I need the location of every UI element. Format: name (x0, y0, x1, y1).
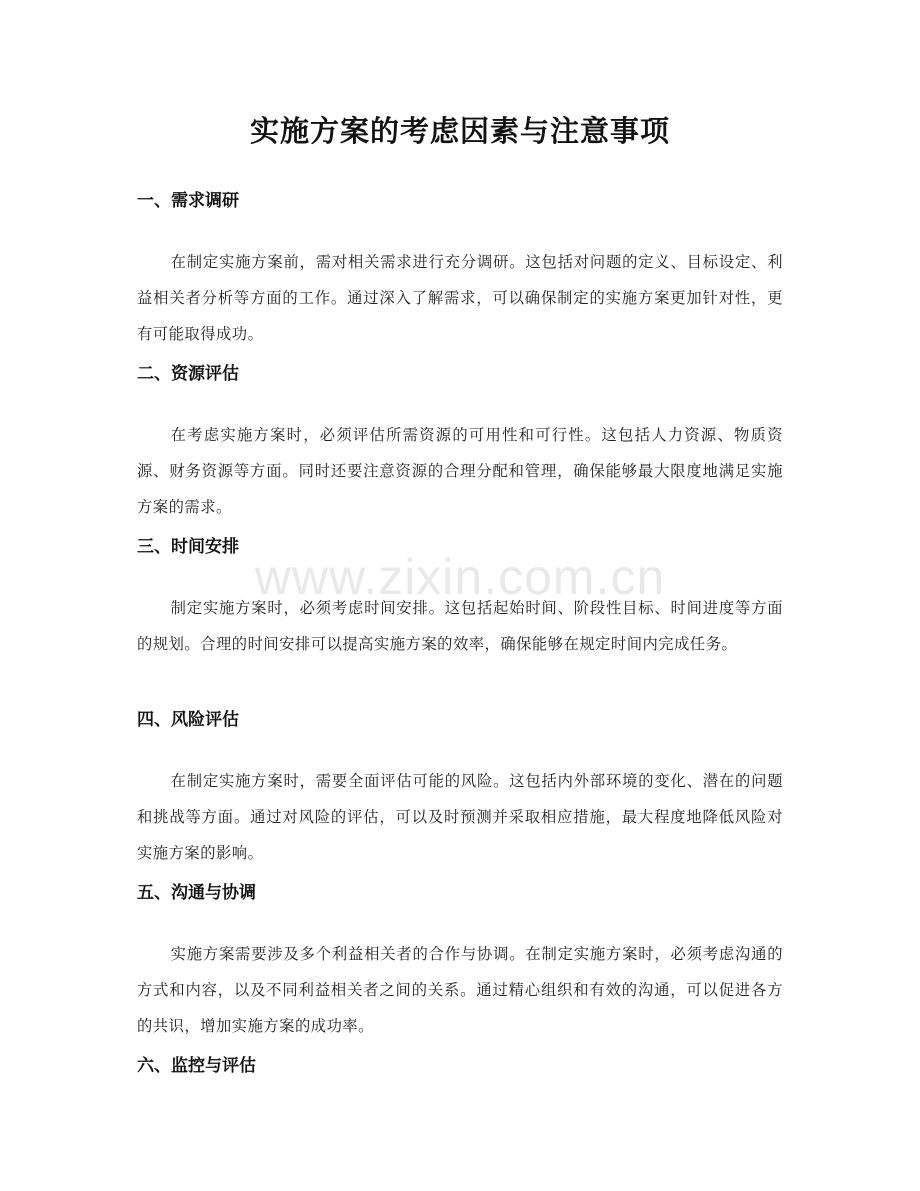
section-heading: 六、监控与评估 (137, 1056, 256, 1076)
watermark: www.zixin.com.cn (254, 549, 666, 605)
section-heading: 三、时间安排 (137, 537, 239, 557)
section-monitoring (137, 1052, 783, 1080)
section-resource-assessment (137, 360, 783, 525)
section-needs-research (137, 187, 783, 352)
section-risk-assessment (137, 706, 783, 871)
section-time-schedule (137, 533, 783, 662)
section-paragraph: 制定实施方案时，必须考虑时间安排。这包括起始时间、阶段性目标、时间进度等方面的规划。合理的时间安排可以提高实施方案的效率，确保能够在规定时间内完成任务。 (137, 599, 783, 653)
section-heading: 五、沟通与协调 (137, 883, 256, 903)
section-heading: 四、风险评估 (137, 710, 239, 730)
section-heading: 一、需求调研 (137, 191, 239, 211)
section-heading: 二、资源评估 (137, 364, 239, 384)
section-paragraph: 在制定实施方案时，需要全面评估可能的风险。这包括内外部环境的变化、潜在的问题和挑战等方面。通过对风险的评估，可以及时预测并采取相应措施，最大程度地降低风险对实施方案的影响。 (137, 772, 783, 862)
section-paragraph: 实施方案需要涉及多个利益相关者的合作与协调。在制定实施方案时，必须考虑沟通的方式和内容，以及不同利益相关者之间的关系。通过精心组织和有效的沟通，可以促进各方的共识，增加实施方案的成功率。 (137, 945, 783, 1035)
section-paragraph: 在制定实施方案前，需对相关需求进行充分调研。这包括对问题的定义、目标设定、利益相关者分析等方面的工作。通过深入了解需求，可以确保制定的实施方案更加针对性，更有可能取得成功。 (137, 253, 783, 343)
document-title: 实施方案的考虑因素与注意事项 (249, 114, 670, 148)
section-communication (137, 879, 783, 1044)
section-paragraph: 在考虑实施方案时，必须评估所需资源的可用性和可行性。这包括人力资源、物质资源、财务资源等方面。同时还要注意资源的合理分配和管理，确保能够最大限度地满足实施方案的需求。 (137, 426, 783, 516)
